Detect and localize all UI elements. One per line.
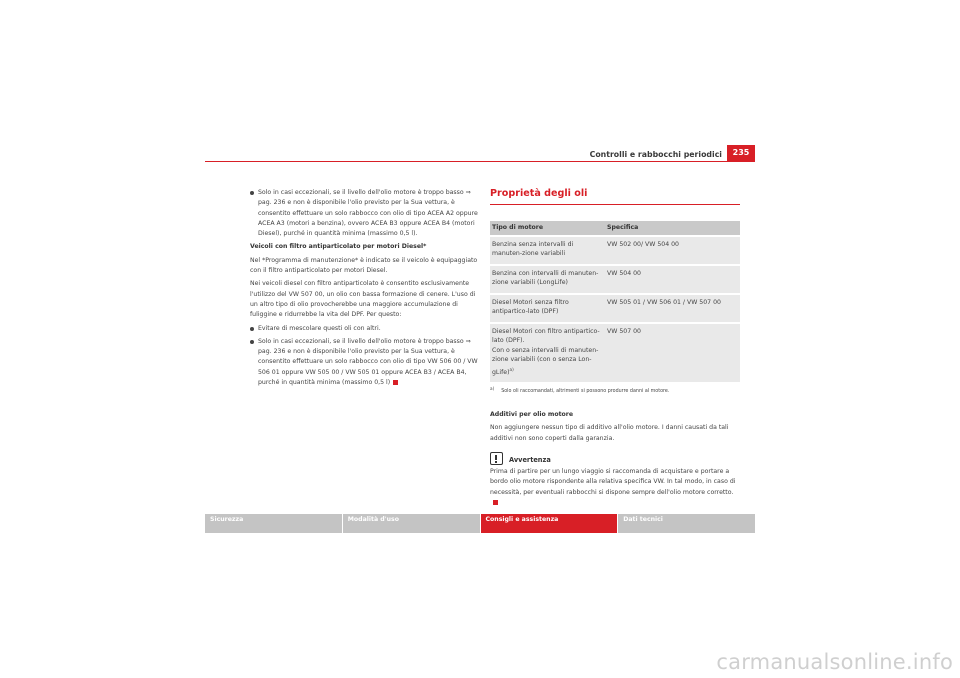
warning-title: Avvertenza bbox=[509, 455, 551, 464]
engine-line: Con o senza intervalli di manuten-zione variabili (con o senza Lon-gLife)$^{a)}$ bbox=[492, 346, 599, 376]
footnote-mark: a) bbox=[490, 386, 495, 392]
section-rule bbox=[490, 204, 740, 205]
column-header-spec: Specifica bbox=[605, 221, 740, 236]
table-footnote bbox=[490, 385, 740, 396]
column-header-engine: Tipo di motore bbox=[490, 221, 605, 236]
watermark: carmanualsonline.info bbox=[716, 650, 953, 674]
section-end-marker bbox=[393, 380, 398, 385]
right-column bbox=[490, 188, 740, 511]
table-row bbox=[490, 265, 740, 294]
tab-modalita-duso[interactable]: Modalità d'uso bbox=[343, 514, 480, 533]
table-row bbox=[490, 294, 740, 323]
warning-header bbox=[490, 452, 740, 465]
bullet-item bbox=[250, 337, 478, 388]
spec-cell: VW 507 00 bbox=[605, 323, 740, 383]
running-header-title: Controlli e rabbocchi periodici bbox=[589, 150, 722, 159]
engine-cell: Benzina con intervalli di manuten-zione variabili (LongLife) bbox=[490, 265, 605, 294]
warning-note-icon bbox=[490, 452, 503, 465]
footnote-ref: a) bbox=[509, 366, 514, 372]
footnote-text: Solo oli raccomandati, altrimenti si possono produrre danni al motore. bbox=[501, 389, 670, 395]
tab-dati-tecnici[interactable]: Dati tecnici bbox=[618, 514, 755, 533]
additives-heading: Additivi per olio motore bbox=[490, 411, 574, 419]
header-rule bbox=[205, 161, 755, 162]
table-row bbox=[490, 323, 740, 383]
tab-consigli-e-assistenza[interactable]: Consigli e assistenza bbox=[481, 514, 618, 533]
subheading-dpf: Veicoli con filtro antiparticolato per motori Diesel* bbox=[250, 243, 427, 251]
bullet-item: Solo in casi eccezionali, se il livello dell'olio motore è troppo basso ⇒ pag. 236 e non è disponibile l'olio previsto per la Sua vettura, è consentito effettuare un solo rabbocco con olio di tipo ACEA A2 oppure ACEA A3 (motori a benzina), ovvero ACEA B3 oppure ACEA B4 (motori Diesel), purché in quantità minima (massimo 0,5 l). bbox=[250, 188, 478, 239]
spec-cell: VW 504 00 bbox=[605, 265, 740, 294]
bullet-item: Evitare di mescolare questi oli con altri. bbox=[250, 324, 478, 334]
table-row bbox=[490, 236, 740, 265]
paragraph: Nei veicoli diesel con filtro antiparticolato è consentito esclusivamente l'utilizzo del VW 507 00, un olio con bassa formazione di cenere. L'uso di un altro tipo di olio provocherebbe una maggiore accumulazione di fuliggine e ridurrebbe la vita del DPF. Per questo: bbox=[250, 280, 476, 319]
engine-cell bbox=[490, 323, 605, 383]
tab-sicurezza[interactable]: Sicurezza bbox=[205, 514, 342, 533]
paragraph: Nel *Programma di manutenzione* è indicato se il veicolo è equipaggiato con il filtro antiparticolato per motori Diesel. bbox=[250, 256, 478, 275]
page-number: 235 bbox=[727, 145, 755, 161]
engine-cell: Diesel Motori senza filtro antipartico-lato (DPF) bbox=[490, 294, 605, 323]
spec-cell: VW 502 00/ VW 504 00 bbox=[605, 236, 740, 265]
left-column bbox=[250, 188, 478, 391]
additives-text: Non aggiungere nessun tipo di additivo all'olio motore. I danni causati da tali additivi non sono coperti dalla garanzia. bbox=[490, 424, 729, 442]
engine-line: Diesel Motori con filtro antipartico-lato (DPF). bbox=[492, 327, 600, 344]
spec-cell: VW 505 01 / VW 506 01 / VW 507 00 bbox=[605, 294, 740, 323]
footer-nav bbox=[205, 514, 755, 533]
bullet-text: Solo in casi eccezionali, se il livello dell'olio motore è troppo basso ⇒ pag. 236 e non è disponibile l'olio previsto per la Sua vettura, è consentito effettuare un solo rabbocco con olio di tipo VW 506 00 / VW 506 01 oppure VW 505 00 / VW 505 01 oppure ACEA B3 / ACEA B4, purché in quantità minima (massimo 0,5 l) bbox=[258, 337, 478, 387]
section-end-marker bbox=[493, 500, 498, 505]
engine-cell: Benzina senza intervalli di manuten-zione variabili bbox=[490, 236, 605, 265]
table-header-row bbox=[490, 221, 740, 236]
warning-text: Prima di partire per un lungo viaggio si raccomanda di acquistare e portare a bordo olio motore rispondente alla relativa specifica VW. In tal modo, in caso di necessità, per eventuali rabbocchi si dispone sempre dell'olio motore corretto. bbox=[490, 467, 740, 508]
section-title: Proprietà degli oli bbox=[490, 188, 588, 199]
oil-spec-table bbox=[490, 221, 740, 382]
